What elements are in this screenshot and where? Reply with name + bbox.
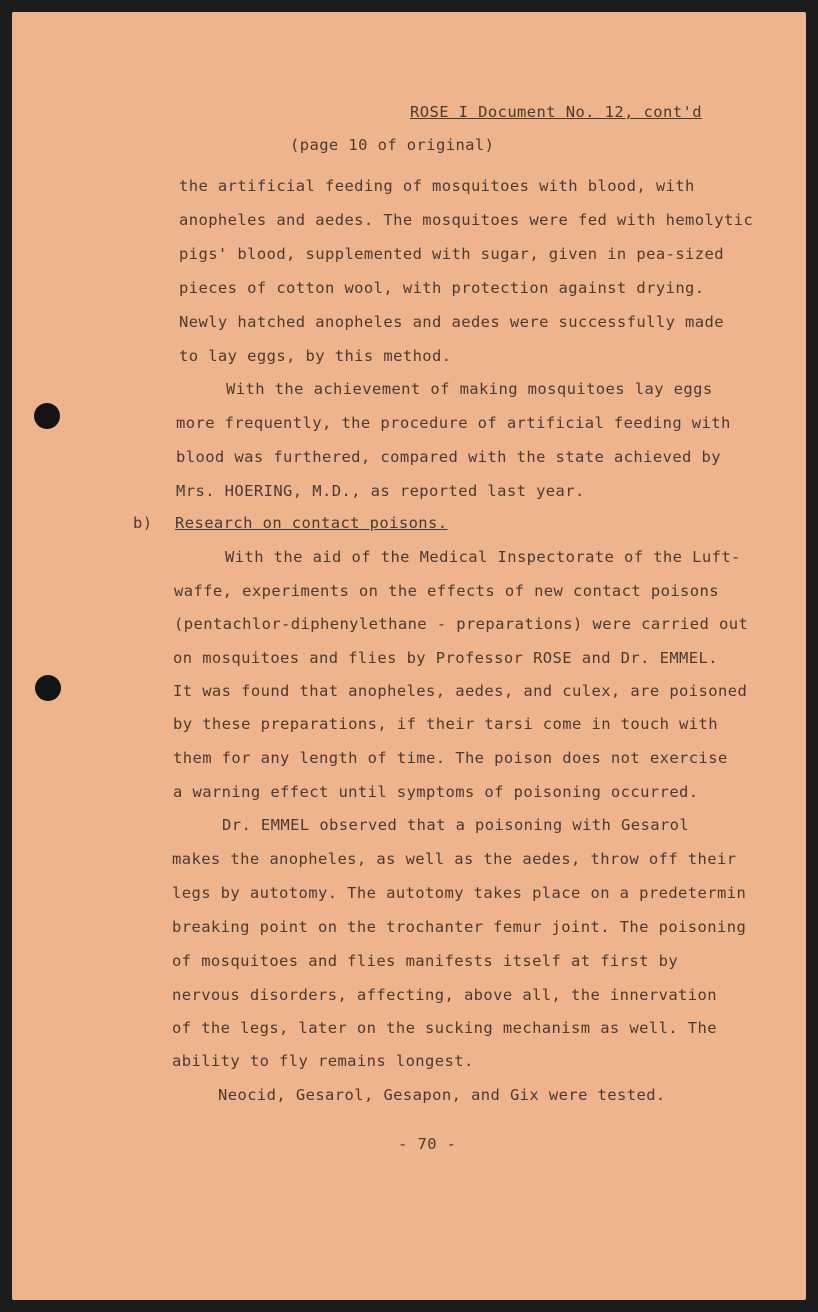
text-line: breaking point on the trochanter femur joint. The poisoning — [172, 918, 747, 936]
text-line: Neocid, Gesarol, Gesapon, and Gix were tested. — [218, 1086, 666, 1104]
text-line: by these preparations, if their tarsi come in touch with — [173, 715, 718, 733]
text-line: of the legs, later on the sucking mechanism as well. The — [172, 1019, 717, 1037]
text-line: waffe, experiments on the effects of new contact poisons — [174, 582, 719, 600]
text-line: the artificial feeding of mosquitoes with blood, with — [179, 177, 695, 195]
text-line: It was found that anopheles, aedes, and culex, are poisoned — [173, 682, 748, 700]
text-line: Newly hatched anopheles and aedes were successfully made — [179, 313, 724, 331]
text-line: them for any length of time. The poison does not exercise — [173, 749, 728, 767]
text-line: ability to fly remains longest. — [172, 1052, 474, 1070]
text-line: With the achievement of making mosquitoes lay eggs — [226, 380, 713, 398]
text-line: blood was furthered, compared with the state achieved by — [176, 448, 721, 466]
document-reference: ROSE I Document No. 12, cont'd — [410, 103, 702, 121]
text-line: pigs' blood, supplemented with sugar, given in pea-sized — [179, 245, 724, 263]
text-line: Mrs. HOERING, M.D., as reported last year. — [176, 482, 585, 500]
text-line: makes the anopheles, as well as the aedes, throw off their — [172, 850, 737, 868]
section-heading: Research on contact poisons. — [175, 514, 448, 532]
punch-hole — [35, 675, 61, 701]
text-line: Dr. EMMEL observed that a poisoning with Gesarol — [222, 816, 690, 834]
document-page — [12, 12, 806, 1300]
section-marker: b) — [133, 514, 153, 532]
text-line: more frequently, the procedure of artificial feeding with — [176, 414, 731, 432]
text-line: (pentachlor-diphenylethane - preparations) were carried out — [174, 615, 749, 633]
text-line: anopheles and aedes. The mosquitoes were fed with hemolytic — [179, 211, 754, 229]
text-line: a warning effect until symptoms of poisoning occurred. — [173, 783, 699, 801]
text-line: to lay eggs, by this method. — [179, 347, 452, 365]
original-page-note: (page 10 of original) — [290, 136, 495, 154]
page-number: - 70 - — [398, 1135, 457, 1153]
text-line: of mosquitoes and flies manifests itself at first by — [172, 952, 679, 970]
text-line: With the aid of the Medical Inspectorate of the Luft- — [225, 548, 741, 566]
punch-hole — [34, 403, 60, 429]
text-line: legs by autotomy. The autotomy takes place on a predetermin — [172, 884, 747, 902]
text-line: pieces of cotton wool, with protection against drying. — [179, 279, 705, 297]
text-line: nervous disorders, affecting, above all, the innervation — [172, 986, 717, 1004]
text-line: on mosquitoes and flies by Professor ROSE and Dr. EMMEL. — [173, 649, 718, 667]
